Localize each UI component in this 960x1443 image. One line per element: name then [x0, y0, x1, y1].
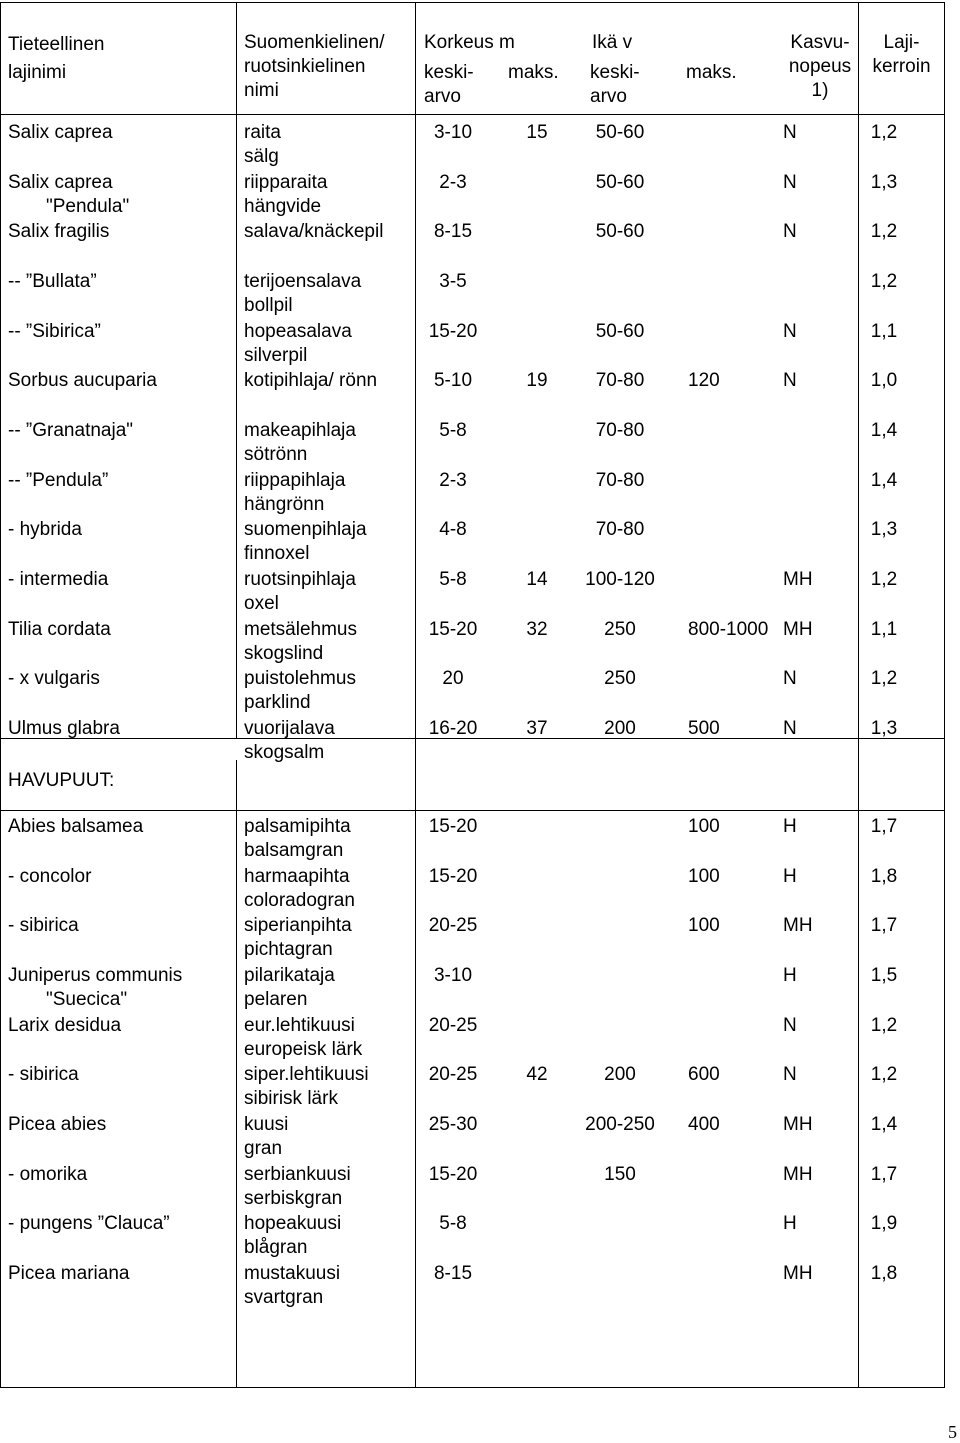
species-factor: 1,3 [870, 171, 898, 193]
scientific-name: -- ”Pendula” [8, 469, 109, 491]
age-average: 50-60 [595, 221, 645, 243]
age-max: 100 [688, 816, 720, 837]
growth-rate: N [783, 320, 797, 342]
finnish-name: terijoensalava [244, 271, 362, 292]
height-average: 3-10 [433, 965, 473, 986]
scientific-name: -- ”Sibirica” [8, 320, 101, 342]
growth-rate: N [783, 171, 797, 193]
height-max: 42 [526, 1064, 548, 1086]
scientific-name: - pungens ”Clauca” [8, 1213, 170, 1235]
header-age-avg-line2: arvo [590, 86, 627, 107]
finnish-name: salava/knäckepil [244, 221, 384, 243]
section-divider [0, 810, 945, 811]
height-max: 32 [526, 618, 548, 640]
height-average: 5-8 [439, 1213, 467, 1235]
header-growth-line2: nopeus [788, 56, 852, 77]
growth-rate: MH [783, 569, 813, 591]
growth-rate: MH [783, 915, 813, 937]
page-number: 5 [948, 1422, 957, 1442]
growth-rate: MH [783, 1263, 813, 1285]
height-max: 15 [526, 122, 548, 143]
scientific-name: - x vulgaris [8, 668, 100, 690]
finnish-name: kuusi [244, 1114, 289, 1136]
finnish-name: puistolehmus [244, 668, 356, 690]
scientific-name-cultivar: "Pendula" [46, 195, 130, 217]
growth-rate: MH [783, 1114, 813, 1136]
finnish-name: kotipihlaja/ rönn [244, 370, 378, 392]
scientific-name: Salix caprea [8, 171, 113, 193]
species-factor: 1,2 [870, 122, 898, 143]
scientific-name: Salix fragilis [8, 221, 110, 243]
header-height-max: maks. [508, 62, 559, 83]
growth-rate: N [783, 122, 797, 143]
swedish-name: skogslind [244, 642, 324, 664]
age-max: 400 [688, 1114, 720, 1136]
swedish-name: serbiskgran [244, 1187, 343, 1209]
finnish-name: riipparaita [244, 171, 328, 193]
species-factor: 1,9 [870, 1213, 898, 1235]
growth-rate: N [783, 668, 797, 690]
scientific-name: Sorbus aucuparia [8, 370, 157, 392]
height-average: 5-8 [439, 420, 467, 442]
swedish-name: coloradogran [244, 889, 355, 911]
species-factor: 1,7 [870, 915, 898, 937]
scientific-name-cultivar: "Suecica" [46, 989, 128, 1010]
growth-rate: MH [783, 618, 813, 640]
scientific-name: -- ”Bullata” [8, 271, 97, 292]
species-factor: 1,5 [870, 965, 898, 986]
species-factor: 1,8 [870, 1263, 898, 1285]
age-average: 100-120 [585, 569, 655, 591]
height-average: 2-3 [439, 171, 467, 193]
height-average: 15-20 [428, 618, 478, 640]
scientific-name: Larix desidua [8, 1014, 122, 1036]
swedish-name: hängrönn [244, 493, 325, 515]
header-height-avg-line2: arvo [424, 86, 461, 107]
swedish-name: pelaren [244, 989, 308, 1010]
species-factor: 1,7 [870, 816, 898, 837]
growth-rate: H [783, 1213, 797, 1235]
col-divider [236, 810, 237, 1388]
scientific-name: - sibirica [8, 915, 79, 937]
height-average: 3-5 [439, 271, 467, 292]
header-height: Korkeus m [424, 32, 515, 53]
scientific-name: -- ”Granatnaja" [8, 420, 134, 442]
scientific-name: - concolor [8, 865, 92, 887]
height-average: 25-30 [428, 1114, 478, 1136]
species-factor: 1,2 [870, 221, 898, 243]
height-average: 5-10 [433, 370, 473, 392]
swedish-name: hängvide [244, 195, 322, 217]
scientific-name: - sibirica [8, 1064, 79, 1086]
age-average: 70-80 [595, 469, 645, 491]
finnish-name: hopeakuusi [244, 1213, 342, 1235]
growth-rate: N [783, 1064, 797, 1086]
swedish-name: oxel [244, 593, 279, 615]
age-max: 100 [688, 915, 720, 937]
header-age-avg-line1: keski- [590, 62, 640, 83]
species-factor: 1,1 [870, 618, 898, 640]
height-average: 8-15 [433, 221, 473, 243]
finnish-name: riippapihlaja [244, 469, 346, 491]
header-factor-line2: kerroin [872, 56, 931, 77]
finnish-name: pilarikataja [244, 965, 335, 986]
header-scientific-line1: Tieteellinen [8, 34, 105, 55]
age-average: 200-250 [585, 1114, 655, 1136]
growth-rate: MH [783, 1163, 813, 1185]
height-max: 19 [526, 370, 548, 392]
age-max: 500 [688, 718, 720, 740]
age-max: 600 [688, 1064, 720, 1086]
age-average: 50-60 [595, 320, 645, 342]
age-average: 250 [604, 618, 636, 640]
species-factor: 1,2 [870, 1014, 898, 1036]
age-average: 70-80 [595, 370, 645, 392]
finnish-name: metsälehmus [244, 618, 357, 640]
finnish-name: serbiankuusi [244, 1163, 351, 1185]
age-average: 200 [604, 1064, 636, 1086]
swedish-name: bollpil [244, 295, 293, 316]
species-factor: 1,3 [870, 718, 898, 740]
header-common-line1: Suomenkielinen/ [244, 32, 385, 53]
finnish-name: mustakuusi [244, 1263, 341, 1285]
growth-rate: N [783, 370, 797, 392]
age-average: 50-60 [595, 171, 645, 193]
scientific-name: - intermedia [8, 569, 109, 591]
header-age: Ikä v [592, 32, 633, 53]
height-average: 3-10 [433, 122, 473, 143]
finnish-name: suomenpihlaja [244, 519, 367, 541]
swedish-name: pichtagran [244, 939, 333, 961]
swedish-name: gran [244, 1138, 283, 1160]
scientific-name: Juniperus communis [8, 965, 183, 986]
finnish-name: palsamipihta [244, 816, 351, 837]
height-max: 14 [526, 569, 548, 591]
growth-rate: H [783, 965, 797, 986]
scientific-name: Salix caprea [8, 122, 113, 143]
conifers-section-title: HAVUPUUT: [8, 770, 115, 791]
finnish-name: siper.lehtikuusi [244, 1064, 369, 1086]
swedish-name: svartgran [244, 1287, 324, 1309]
header-common-line3: nimi [244, 80, 279, 101]
species-factor: 1,4 [870, 469, 898, 491]
swedish-name: sibirisk lärk [244, 1088, 338, 1110]
finnish-name: makeapihlaja [244, 420, 356, 442]
species-factor: 1,2 [870, 668, 898, 690]
header-scientific-line2: lajinimi [8, 62, 67, 83]
finnish-name: eur.lehtikuusi [244, 1014, 355, 1036]
header-growth-line3: 1) [811, 80, 829, 101]
finnish-name: harmaapihta [244, 865, 350, 887]
header-common-line2: ruotsinkielinen [244, 56, 366, 77]
age-max: 100 [688, 865, 720, 887]
finnish-name: raita [244, 122, 281, 143]
swedish-name: blågran [244, 1237, 308, 1259]
height-average: 5-8 [439, 569, 467, 591]
height-average: 15-20 [428, 320, 478, 342]
scientific-name: - hybrida [8, 519, 82, 541]
height-average: 15-20 [428, 1163, 478, 1185]
growth-rate: N [783, 718, 797, 740]
swedish-name: silverpil [244, 344, 308, 366]
age-average: 70-80 [595, 420, 645, 442]
height-average: 4-8 [439, 519, 467, 541]
swedish-name: sötrönn [244, 444, 308, 466]
height-average: 20-25 [428, 915, 478, 937]
height-average: 15-20 [428, 816, 478, 837]
scientific-name: Picea abies [8, 1114, 107, 1136]
height-average: 20-25 [428, 1014, 478, 1036]
height-average: 15-20 [428, 865, 478, 887]
height-average: 20 [442, 668, 464, 690]
age-average: 250 [604, 668, 636, 690]
growth-rate: N [783, 221, 797, 243]
age-max: 800-1000 [688, 618, 769, 640]
species-factor: 1,1 [870, 320, 898, 342]
species-factor: 1,4 [870, 1114, 898, 1136]
header-factor-line1: Laji- [883, 32, 920, 53]
swedish-name: europeisk lärk [244, 1038, 363, 1060]
header-growth-line1: Kasvu- [790, 32, 850, 53]
height-average: 8-15 [433, 1263, 473, 1285]
finnish-name: siperianpihta [244, 915, 352, 937]
col-divider [236, 2, 237, 738]
species-factor: 1,3 [870, 519, 898, 541]
age-average: 50-60 [595, 122, 645, 143]
height-average: 20-25 [428, 1064, 478, 1086]
height-average: 16-20 [428, 718, 478, 740]
header-age-max: maks. [686, 62, 737, 83]
height-max: 37 [526, 718, 548, 740]
scientific-name: Ulmus glabra [8, 718, 120, 740]
age-average: 70-80 [595, 519, 645, 541]
swedish-name: sälg [244, 146, 279, 167]
swedish-name: skogsalm [244, 742, 325, 764]
species-factor: 1,8 [870, 865, 898, 887]
species-factor: 1,2 [870, 569, 898, 591]
age-average: 150 [604, 1163, 636, 1185]
swedish-name: balsamgran [244, 840, 344, 861]
scientific-name: Picea mariana [8, 1263, 130, 1285]
species-factor: 1,0 [870, 370, 898, 392]
species-factor: 1,4 [870, 420, 898, 442]
age-average: 200 [604, 718, 636, 740]
species-factor: 1,7 [870, 1163, 898, 1185]
swedish-name: finnoxel [244, 543, 310, 565]
header-height-avg-line1: keski- [424, 62, 474, 83]
finnish-name: hopeasalava [244, 320, 352, 342]
growth-rate: N [783, 1014, 797, 1036]
finnish-name: vuorijalava [244, 718, 335, 740]
growth-rate: H [783, 816, 797, 837]
species-factor: 1,2 [870, 1064, 898, 1086]
growth-rate: H [783, 865, 797, 887]
age-max: 120 [688, 370, 720, 392]
scientific-name: Tilia cordata [8, 618, 111, 640]
finnish-name: ruotsinpihlaja [244, 569, 356, 591]
scientific-name: - omorika [8, 1163, 88, 1185]
swedish-name: parklind [244, 692, 311, 714]
scientific-name: Abies balsamea [8, 816, 144, 837]
header-divider [0, 114, 945, 115]
species-factor: 1,2 [870, 271, 898, 292]
height-average: 2-3 [439, 469, 467, 491]
